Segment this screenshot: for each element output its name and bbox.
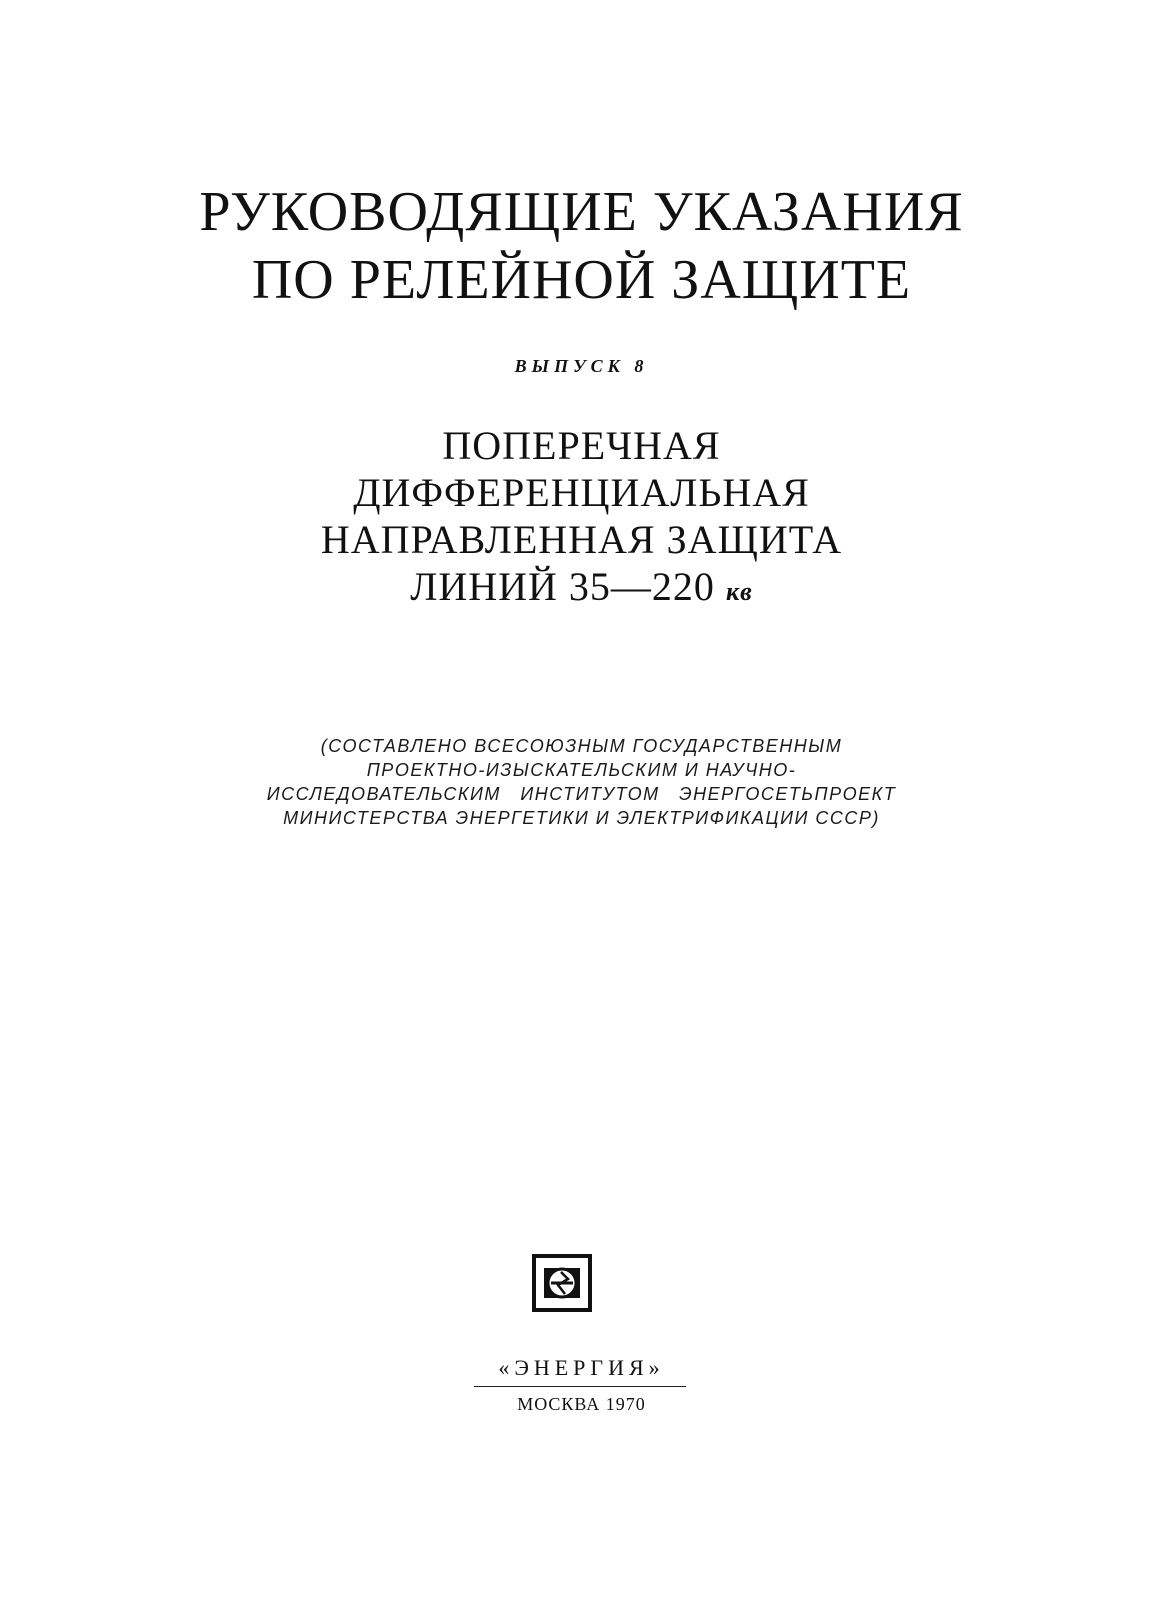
compiled-by-line-1: (СОСТАВЛЕНО ВСЕСОЮЗНЫМ ГОСУДАРСТВЕННЫМ xyxy=(320,736,843,756)
compiled-by-line-4: МИНИСТЕРСТВА ЭНЕРГЕТИКИ И ЭЛЕКТРИФИКАЦИИ СССР) xyxy=(283,808,880,828)
publisher-rule xyxy=(474,1386,686,1387)
book-title-line-2: ДИФФЕРЕНЦИАЛЬНАЯ xyxy=(353,470,810,515)
compiled-by-line-3: ИССЛЕДОВАТЕЛЬСКИМ ИНСТИТУТОМ ЭНЕРГОСЕТЬПРОЕКТ xyxy=(266,784,897,804)
series-title xyxy=(0,178,1163,314)
book-title-line-1: ПОПЕРЕЧНАЯ xyxy=(442,423,721,468)
publisher-name: «ЭНЕРГИЯ» xyxy=(498,1355,665,1380)
book-title-line-4: ЛИНИЙ 35—220 xyxy=(410,564,715,609)
issue-number: ВЫПУСК 8 xyxy=(514,356,649,376)
voltage-unit: кв xyxy=(725,577,753,606)
series-title-line-2: ПО РЕЛЕЙНОЙ ЗАЩИТЕ xyxy=(251,249,912,311)
book-title-line-3: НАПРАВЛЕННАЯ ЗАЩИТА xyxy=(320,517,843,562)
book-title xyxy=(0,422,1163,615)
series-title-line-1: РУКОВОДЯЩИЕ УКАЗАНИЯ xyxy=(199,181,964,243)
compiled-by-note xyxy=(0,734,1163,830)
compiled-by-line-2: ПРОЕКТНО-ИЗЫСКАТЕЛЬСКИМ И НАУЧНО- xyxy=(366,760,797,780)
energiya-publisher-logo-icon xyxy=(531,1253,593,1313)
city-and-year: МОСКВА 1970 xyxy=(517,1394,646,1414)
